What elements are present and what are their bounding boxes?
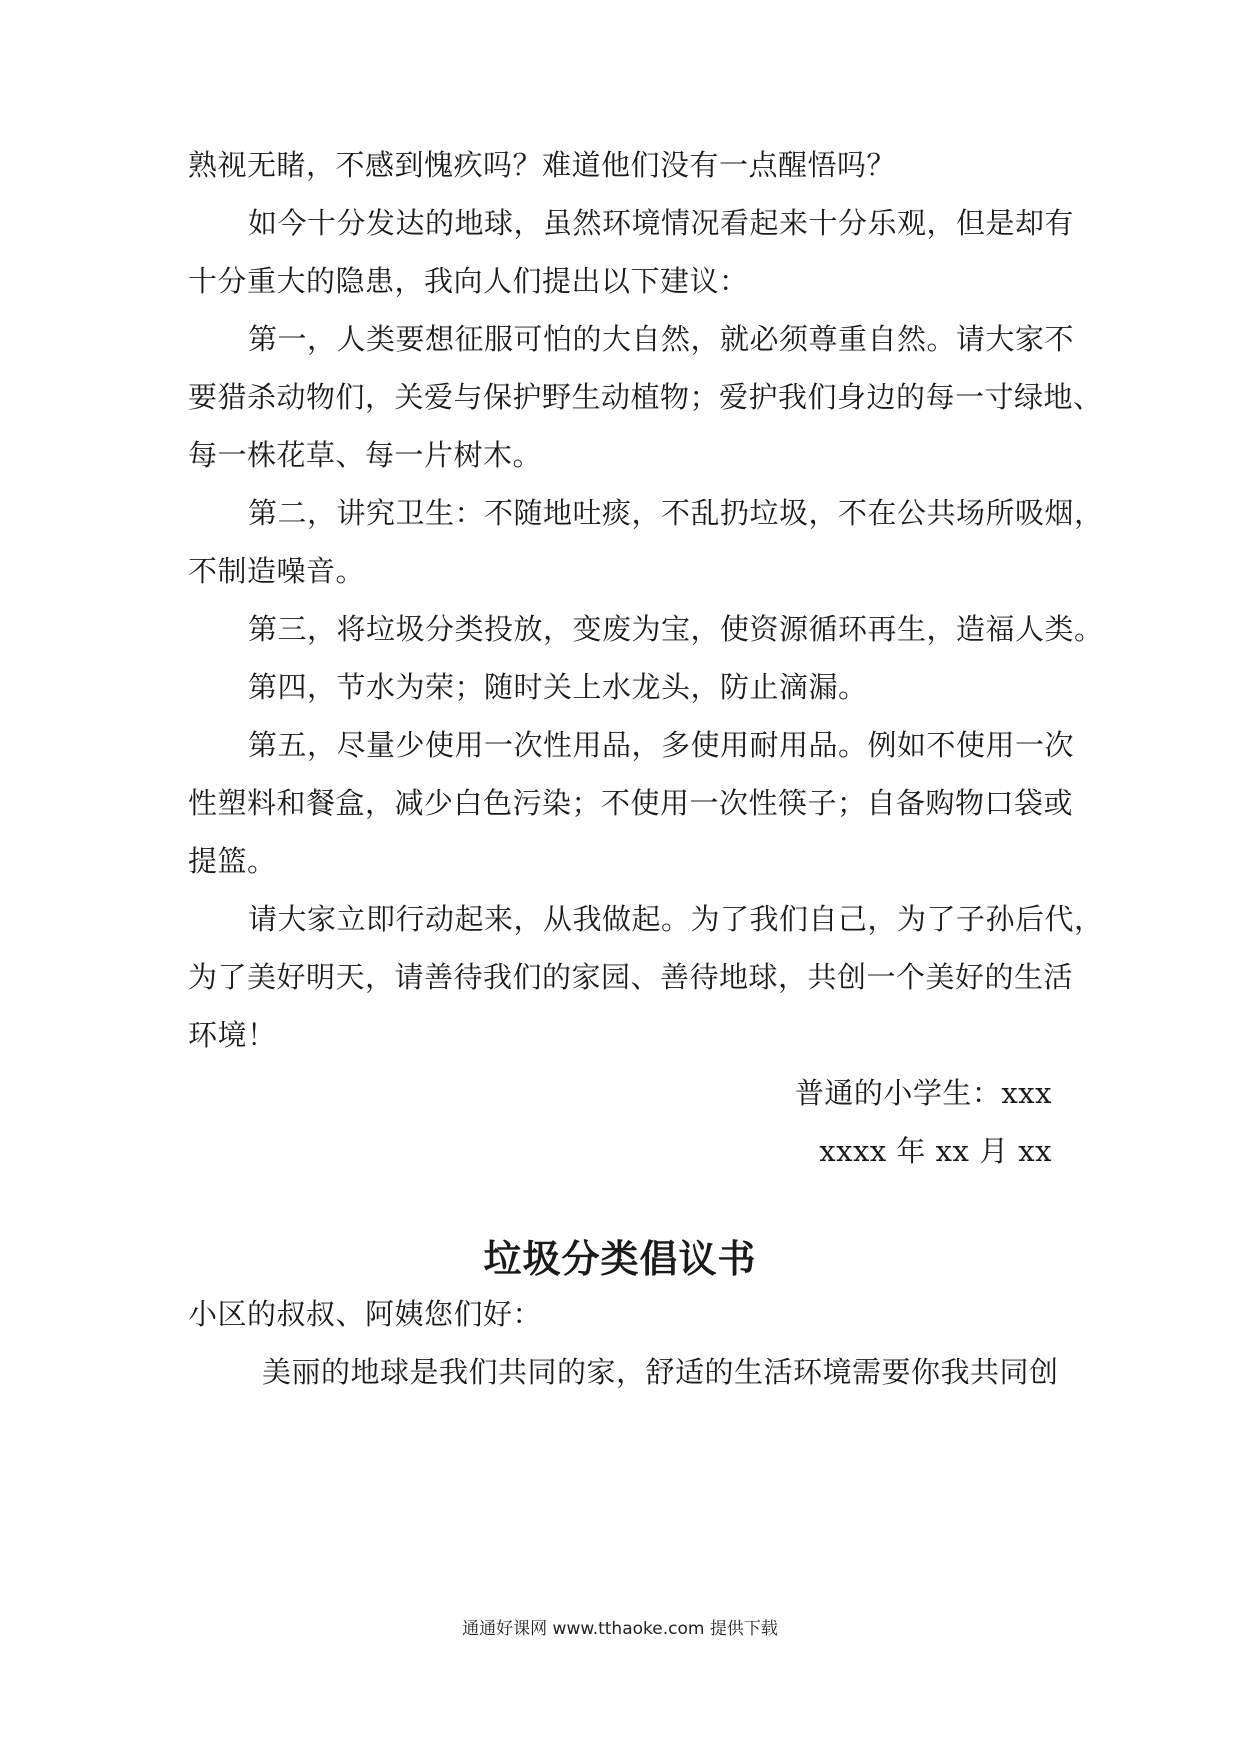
paragraph-line: 每一株花草、每一片树木。 <box>188 438 543 472</box>
paragraph-line: 十分重大的隐患，我向人们提出以下建议： <box>188 264 749 298</box>
paragraph-line: 第二，讲究卫生：不随地吐痰，不乱扔垃圾，不在公共场所吸烟， <box>248 496 1104 530</box>
paragraph-line: 第五，尽量少使用一次性用品，多使用耐用品。例如不使用一次 <box>248 728 1075 762</box>
signature: 普通的小学生：xxx <box>794 1076 1052 1110</box>
paragraph-line: 熟视无睹，不感到愧疚吗？难道他们没有一点醒悟吗？ <box>188 148 897 182</box>
paragraph-line: 环境！ <box>188 1018 277 1052</box>
paragraph-line: 第四，节水为荣；随时关上水龙头，防止滴漏。 <box>248 670 868 704</box>
paragraph-line: 第三，将垃圾分类投放，变废为宝，使资源循环再生，造福人类。 <box>248 612 1104 646</box>
date: xxxx 年 xx 月 xx <box>819 1134 1052 1168</box>
paragraph-line: 性塑料和餐盒，减少白色污染；不使用一次性筷子；自备购物口袋或 <box>188 786 1074 820</box>
paragraph-line: 第一，人类要想征服可怕的大自然，就必须尊重自然。请大家不 <box>248 322 1075 356</box>
paragraph-line: 为了美好明天，请善待我们的家园、善待地球，共创一个美好的生活 <box>188 960 1074 994</box>
greeting: 小区的叔叔、阿姨您们好： <box>188 1297 543 1331</box>
paragraph-line: 不制造噪音。 <box>188 554 366 588</box>
paragraph-line: 提篮。 <box>188 844 277 878</box>
paragraph-line: 要猎杀动物们，关爱与保护野生动植物；爱护我们身边的每一寸绿地、 <box>188 380 1103 414</box>
paragraph-line: 请大家立即行动起来，从我做起。为了我们自己，为了子孙后代， <box>248 902 1104 936</box>
section-title: 垃圾分类倡议书 <box>483 1237 757 1281</box>
paragraph-line: 美丽的地球是我们共同的家，舒适的生活环境需要你我共同创 <box>262 1355 1059 1389</box>
paragraph-line: 如今十分发达的地球，虽然环境情况看起来十分乐观，但是却有 <box>248 206 1075 240</box>
footer-text: 通通好课网 www.tthaoke.com 提供下载 <box>462 1619 778 1639</box>
